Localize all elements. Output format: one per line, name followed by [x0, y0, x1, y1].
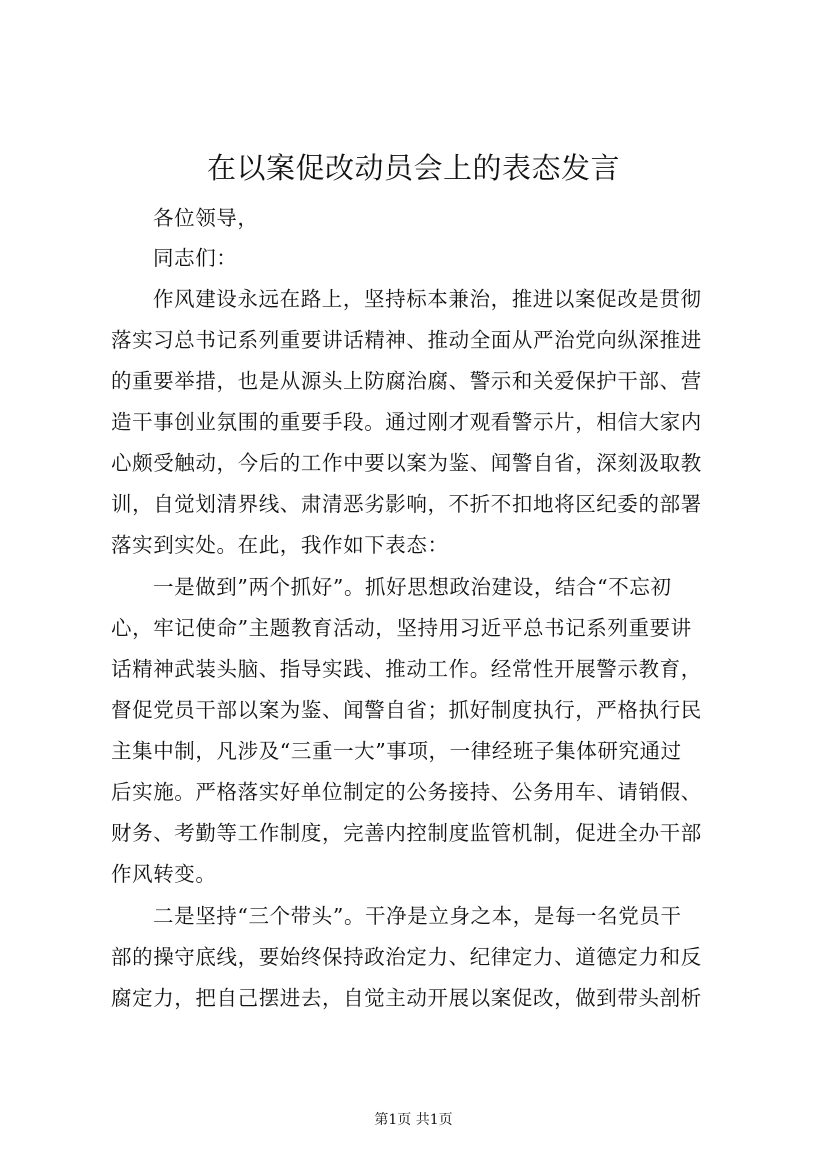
body-line: 心，牢记使命”主题教育活动，坚持用习近平总书记系列重要讲 — [111, 616, 692, 640]
salutation-leaders: 各位领导， — [153, 206, 259, 230]
body-line: 造干事创业氛围的重要手段。通过刚才观看警示片，相信大家内 — [111, 410, 702, 434]
body-line: 落实到实处。在此，我作如下表态： — [111, 533, 449, 557]
document-title: 在以案促改动员会上的表态发言 — [206, 151, 620, 185]
body-line: 心颇受触动，今后的工作中要以案为鉴、闻警自省，深刻汲取教 — [111, 451, 702, 475]
body-line: 腐定力，把自己摆进去，自觉主动开展以案促改，做到带头剖析 — [111, 986, 702, 1010]
salutation-comrades: 同志们： — [153, 246, 238, 270]
body-line: 落实习总书记系列重要讲话精神、推动全面从严治党向纵深推进 — [111, 328, 702, 352]
body-line: 训，自觉划清界线、肃清恶劣影响，不折不扣地将区纪委的部署 — [111, 492, 702, 516]
body-line: 的重要举措，也是从源头上防腐治腐、警示和关爱保护干部、营 — [111, 369, 702, 393]
body-line: 二是坚持“三个带头”。干净是立身之本，是每一名党员干 — [153, 904, 682, 928]
body-line: 财务、考勤等工作制度，完善内控制度监管机制，促进全办干部 — [111, 821, 702, 845]
body-line: 后实施。严格落实好单位制定的公务接持、公务用车、请销假、 — [111, 780, 702, 804]
body-line: 一是做到”两个抓好”。抓好思想政治建设，结合“不忘初 — [153, 575, 672, 599]
body-line: 作风建设永远在路上，坚持标本兼治，推进以案促改是贯彻 — [153, 287, 702, 311]
body-line: 作风转变。 — [111, 862, 217, 886]
page-footer: 第1页 共1页 — [374, 1112, 453, 1128]
body-line: 主集中制，凡涉及“三重一大”事项，一律经班子集体研究通过 — [111, 739, 682, 763]
body-line: 话精神武装头脑、指导实践、推动工作。经常性开展警示教育， — [111, 657, 702, 681]
body-line: 部的操守底线，要始终保持政治定力、纪律定力、道德定力和反 — [111, 945, 702, 969]
body-line: 督促党员干部以案为鉴、闻警自省；抓好制度执行，严格执行民 — [111, 698, 702, 722]
